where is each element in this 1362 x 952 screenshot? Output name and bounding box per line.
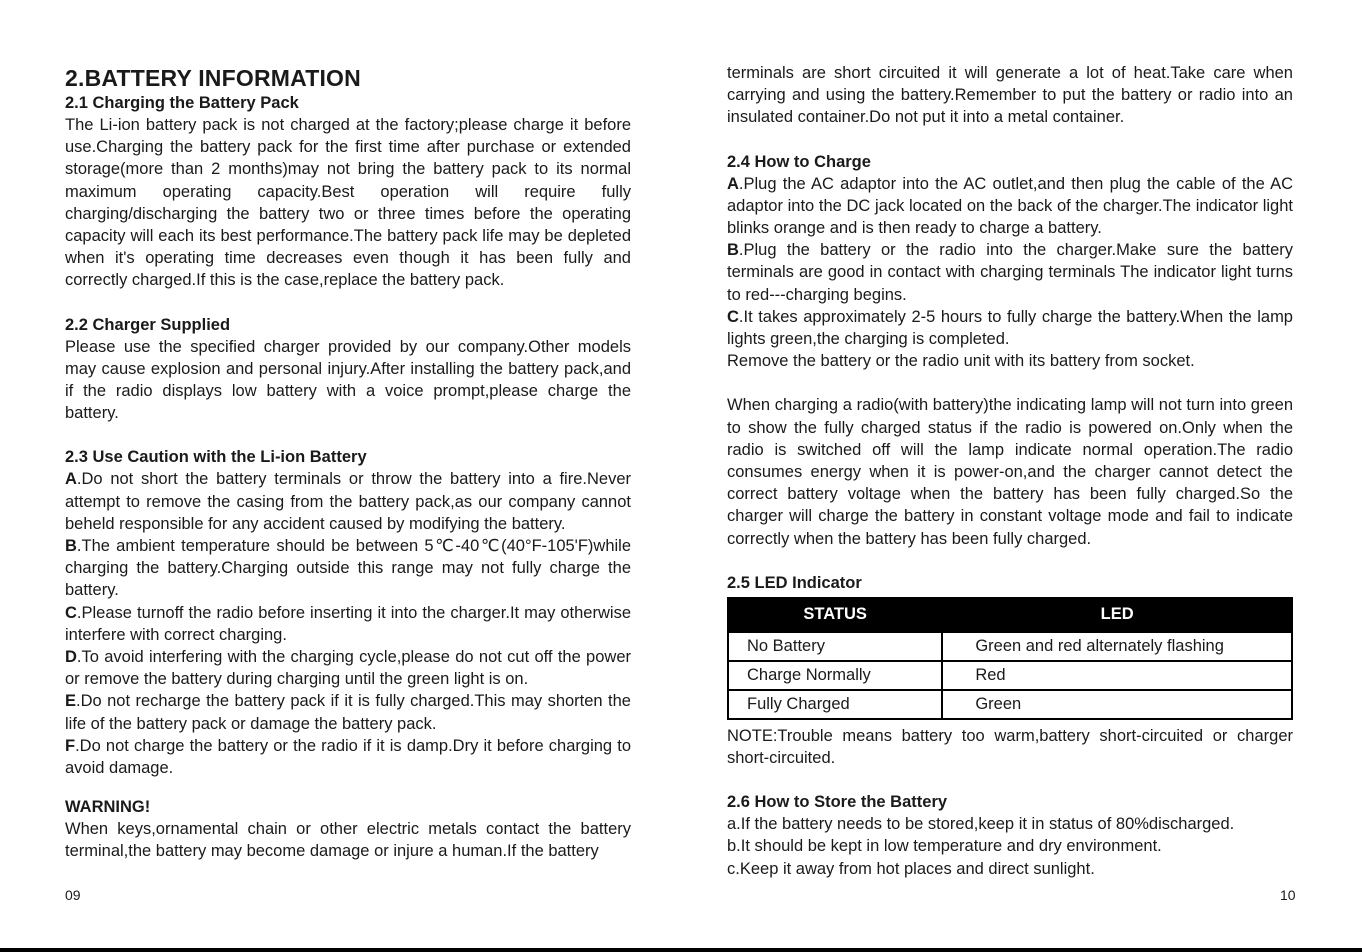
store-item-c: c.Keep it away from hot places and direct sunlight. (727, 859, 1095, 878)
led-note-text: NOTE:Trouble means battery too warm,battery short-circuited or charger short-circuited. (727, 726, 1293, 768)
chapter-title: 2.BATTERY INFORMATION (65, 65, 361, 91)
status-cell: No Battery (728, 632, 942, 661)
charge-step-a (727, 173, 1293, 240)
caution-item-label: A (65, 470, 77, 489)
section-2-2-heading: 2.2 Charger Supplied (65, 315, 231, 334)
page-number-right: 10 (1280, 887, 1296, 903)
caution-item-f (65, 735, 631, 779)
caution-item-a (65, 468, 631, 535)
caution-item-label: F (65, 736, 76, 755)
charge-step-label: B (727, 241, 739, 260)
remove-battery-text: Remove the battery or the radio unit with its battery from socket. (727, 352, 1195, 371)
charge-step-b (727, 239, 1293, 306)
led-column-header: LED (942, 598, 1292, 632)
status-cell: Charge Normally (728, 661, 942, 690)
caution-item-label: D (65, 648, 77, 667)
warning-text: When keys,ornamental chain or other electric metals contact the battery terminal,the battery may become damage or injure a human.If the battery (65, 820, 631, 861)
section-2-3-heading: 2.3 Use Caution with the Li-ion Battery (65, 448, 367, 467)
led-cell: Red (942, 661, 1292, 690)
caution-item-label: B (65, 537, 77, 556)
caution-item-text: .To avoid interfering with the charging cycle,please do not cut off the power or remove the battery during charging until the green light is on. (65, 648, 631, 689)
led-cell: Green (942, 690, 1292, 719)
caution-item-text: .Please turnoff the radio before inserting it into the charger.It may otherwise interfere with correct charging. (65, 603, 631, 644)
store-item-a: a.If the battery needs to be stored,keep it in status of 80%discharged. (727, 815, 1235, 834)
bottom-border (0, 948, 1362, 952)
caution-item-d (65, 646, 631, 690)
section-2-5-heading: 2.5 LED Indicator (727, 573, 862, 592)
charge-step-c (727, 306, 1293, 350)
charging-note-text: When charging a radio(with battery)the indicating lamp will not turn into green to show the fully charged status if the radio is powered on.Only when the radio is switched off will the lamp indicate normal operation.The radio consumes energy when it is power-on,and the charger cannot detect the correct battery voltage when the battery has been fully charged.So the charger will charge the battery in constant voltage mode and fail to indicate correctly when the battery has been fully charged. (727, 396, 1293, 548)
charge-step-label: C (727, 307, 739, 326)
caution-item-text: .Do not short the battery terminals or throw the battery into a fire.Never attempt to remove the casing from the battery pack,as our company cannot beheld responsible for any accident caused by modifying the battery. (65, 470, 631, 533)
section-2-1-text: The Li-ion battery pack is not charged at the factory;please charge it before use.Charging the battery pack for the first time after purchase or extended storage(more than 2 months)may not bring the battery pack to its normal maximum operating capacity.Best operation will require fully charging/discharging the battery two or three times before the operating capacity will each its best performance.The battery pack life may be depleted when it's operating time decreases even though it has been fully and correctly charged.If this is the case,replace the battery pack. (65, 116, 631, 290)
status-cell: Fully Charged (728, 690, 942, 719)
caution-item-label: C (65, 603, 77, 622)
charge-step-label: A (727, 174, 739, 193)
caution-item-text: .Do not charge the battery or the radio if it is damp.Dry it before charging to avoid damage. (65, 736, 631, 778)
section-2-1-heading: 2.1 Charging the Battery Pack (65, 94, 299, 112)
page-number-left: 09 (65, 887, 81, 903)
led-indicator-table (727, 597, 1293, 720)
store-item-b: b.It should be kept in low temperature and dry environment. (727, 837, 1162, 856)
caution-item-text: .The ambient temperature should be between 5℃-40℃(40°F-105'F)while charging the battery.Charging outside this range may not fully charge the battery. (65, 537, 631, 600)
right-page (727, 62, 1293, 880)
led-cell: Green and red alternately flashing (942, 632, 1292, 661)
caution-item-b (65, 535, 631, 602)
section-2-2-text: Please use the specified charger provided by our company.Other models may cause explosion and personal injury.After installing the battery pack,and if the radio displays low battery with a voice prompt,please charge the battery. (65, 337, 631, 423)
table-row (728, 632, 1292, 661)
caution-item-e (65, 690, 631, 734)
section-2-6-heading: 2.6 How to Store the Battery (727, 793, 948, 812)
table-row (728, 661, 1292, 690)
charge-step-text: .Plug the AC adaptor into the AC outlet,and then plug the cable of the AC adaptor into the DC jack located on the back of the charger.The indicator light blinks orange and is then ready to charge a battery. (727, 174, 1293, 238)
caution-item-text: .Do not recharge the battery pack if it is fully charged.This may shorten the life of the battery pack or damage the battery pack. (65, 692, 631, 733)
status-column-header: STATUS (728, 598, 942, 632)
table-header-row (728, 598, 1292, 632)
charge-step-text: .It takes approximately 2-5 hours to fully charge the battery.When the lamp lights green,the charging is completed. (727, 307, 1293, 349)
caution-item-c (65, 602, 631, 646)
caution-item-label: E (65, 692, 77, 711)
left-page (65, 0, 631, 863)
warning-continued-text: terminals are short circuited it will generate a lot of heat.Take care when carrying and using the battery.Remember to put the battery or radio into an insulated container.Do not put it into a metal container. (727, 64, 1293, 127)
section-2-4-heading: 2.4 How to Charge (727, 152, 871, 171)
charge-step-text: .Plug the battery or the radio into the charger.Make sure the battery terminals are good in contact with charging terminals The indicator light turns to red---charging begins. (727, 241, 1293, 304)
table-row (728, 690, 1292, 719)
warning-heading: WARNING! (65, 798, 151, 817)
